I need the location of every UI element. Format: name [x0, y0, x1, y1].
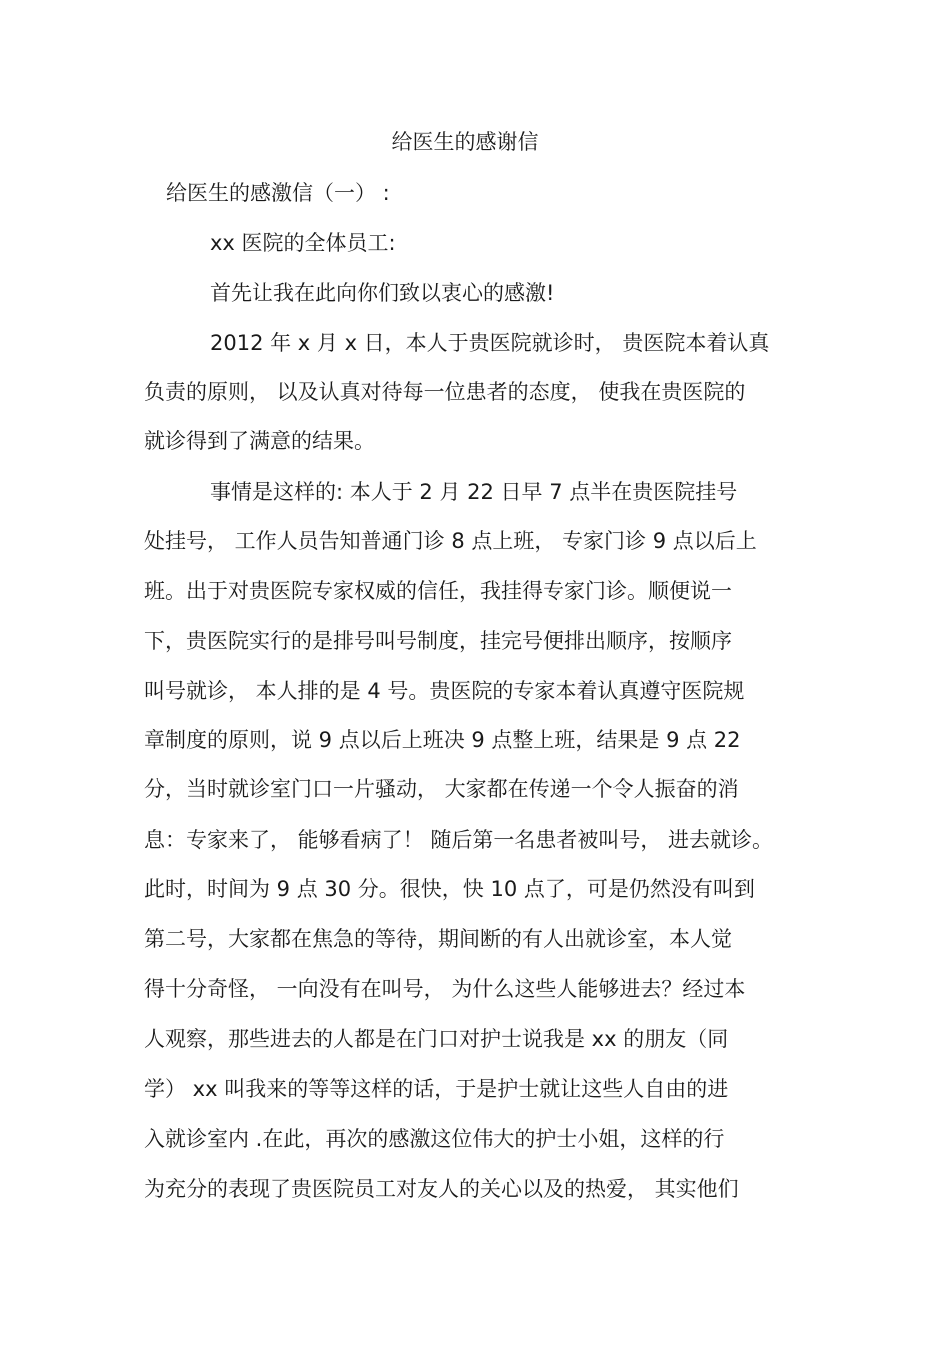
- salutation: xx 医院的全体员工:: [210, 231, 396, 255]
- body-line: 人观察，那些进去的人都是在门口对护士说我是 xx 的朋友（同: [144, 1027, 729, 1051]
- section-heading: 给医生的感激信（一） :: [166, 181, 390, 205]
- document-title: 给医生的感谢信: [391, 130, 539, 154]
- body-line: 下，贵医院实行的是排号叫号制度，挂完号便排出顺序，按顺序: [144, 629, 732, 653]
- body-line: 2012 年 x 月 x 日，本人于贵医院就诊时， 贵医院本着认真: [210, 331, 770, 355]
- body-line: 处挂号， 工作人员告知普通门诊 8 点上班， 专家门诊 9 点以后上: [144, 529, 757, 553]
- body-line: 第二号，大家都在焦急的等待，期间断的有人出就诊室，本人觉: [144, 927, 732, 951]
- opening-line: 首先让我在此向你们致以衷心的感激!: [210, 281, 555, 305]
- body-line: 息：专家来了， 能够看病了！ 随后第一名患者被叫号， 进去就诊。: [144, 828, 774, 852]
- body-line: 入就诊室内 .在此，再次的感激这位伟大的护士小姐，这样的行: [144, 1127, 725, 1151]
- body-line: 叫号就诊， 本人排的是 4 号。贵医院的专家本着认真遵守医院规: [144, 679, 745, 703]
- body-line: 事情是这样的: 本人于 2 月 22 日早 7 点半在贵医院挂号: [210, 480, 738, 504]
- body-line: 得十分奇怪， 一向没有在叫号， 为什么这些人能够进去？经过本: [144, 977, 746, 1001]
- body-line: 就诊得到了满意的结果。: [144, 429, 375, 453]
- body-line: 分，当时就诊室门口一片骚动， 大家都在传递一个令人振奋的消: [144, 777, 739, 801]
- body-line: 班。出于对贵医院专家权威的信任，我挂得专家门诊。顺便说一: [144, 579, 732, 603]
- body-line: 为充分的表现了贵医院员工对友人的关心以及的热爱， 其实他们: [144, 1177, 739, 1201]
- body-line: 负责的原则， 以及认真对待每一位患者的态度， 使我在贵医院的: [144, 380, 746, 404]
- body-line: 学） xx 叫我来的等等这样的话，于是护士就让这些人自由的进: [144, 1077, 729, 1101]
- body-line: 章制度的原则，说 9 点以后上班决 9 点整上班，结果是 9 点 22: [144, 728, 741, 752]
- body-line: 此时，时间为 9 点 30 分。很快，快 10 点了，可是仍然没有叫到: [144, 877, 755, 901]
